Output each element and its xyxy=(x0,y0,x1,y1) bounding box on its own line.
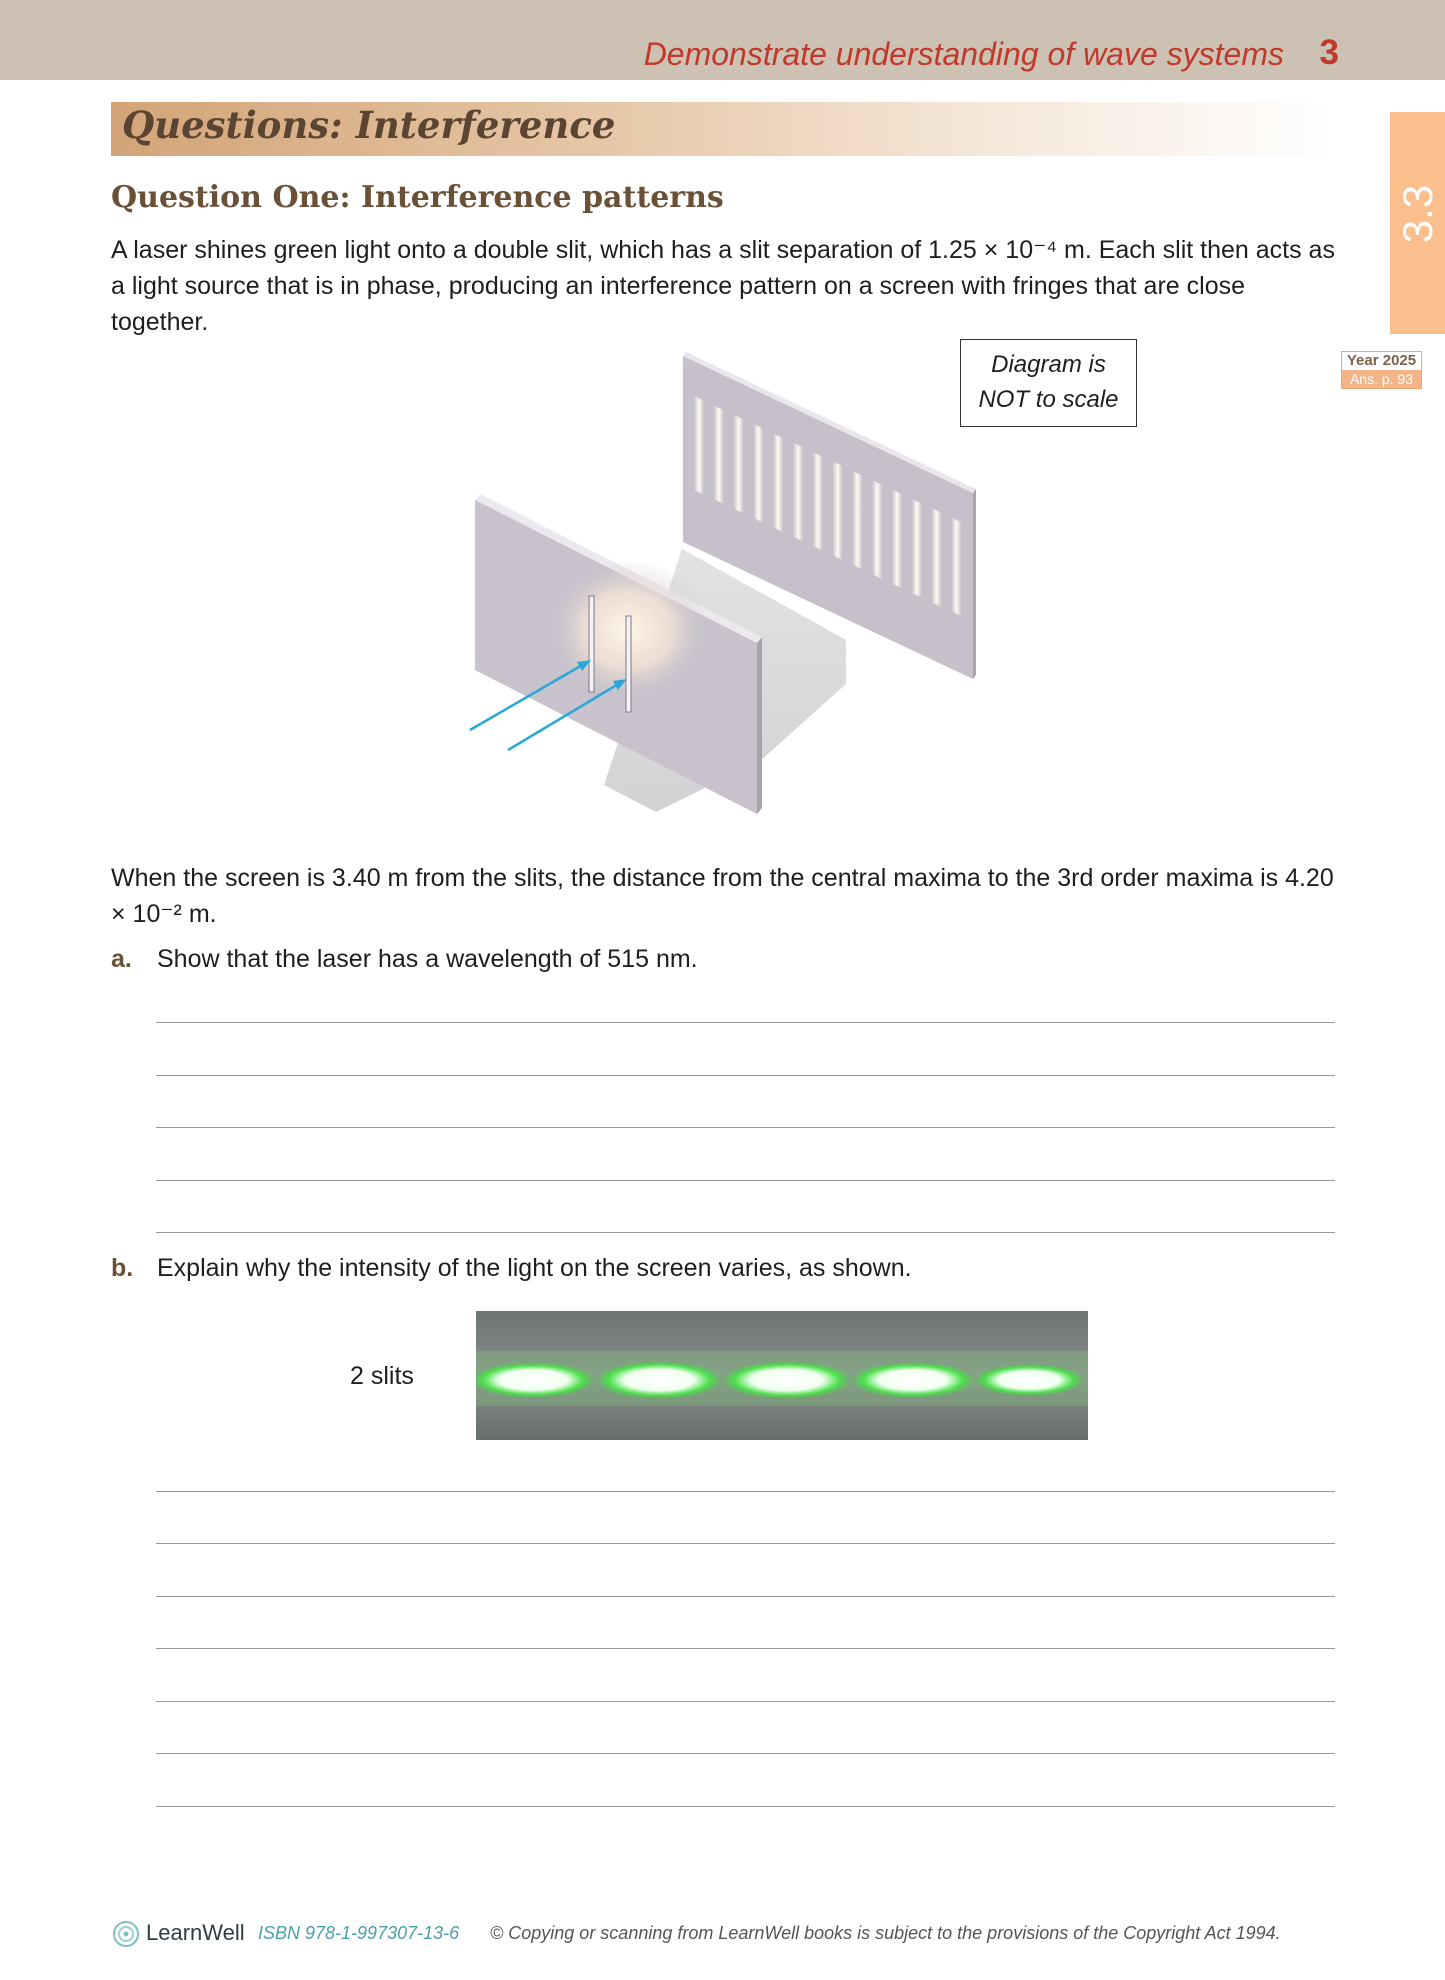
part-a-text: Show that the laser has a wavelength of 515 nm. xyxy=(157,945,698,973)
bright-fringe-3 xyxy=(722,1361,852,1399)
slit-2 xyxy=(626,616,631,712)
answer-line[interactable] xyxy=(156,1022,1335,1023)
diagram-note-line2: NOT to scale xyxy=(978,386,1119,413)
footer-brand: LearnWell xyxy=(146,1920,245,1945)
fringe-band xyxy=(813,452,823,551)
fringe-band xyxy=(734,415,744,514)
learnwell-logo-icon xyxy=(112,1920,140,1948)
part-a-label: a. xyxy=(111,945,132,973)
part-b-label: b. xyxy=(111,1254,134,1282)
bright-fringe-2 xyxy=(596,1361,722,1399)
year-badge xyxy=(1341,351,1422,389)
fringe-band xyxy=(912,499,922,598)
answer-line[interactable] xyxy=(156,1753,1335,1754)
fringe-band xyxy=(932,508,942,607)
bright-fringe-1 xyxy=(476,1362,595,1398)
answer-line[interactable] xyxy=(156,1075,1335,1076)
section-title: Questions: Interference xyxy=(122,103,616,147)
year-label: Year 2025 xyxy=(1346,352,1417,369)
answer-line[interactable] xyxy=(156,1543,1335,1544)
footer-copyright: © Copying or scanning from LearnWell books is subject to the provisions of the Copyright Act 1994. xyxy=(490,1923,1281,1943)
answer-line[interactable] xyxy=(156,1491,1335,1492)
answers-reference: Ans. p. 93 xyxy=(1342,370,1421,388)
chapter-tab-label: 3.3 xyxy=(1394,184,1441,244)
fringe-band xyxy=(793,443,803,542)
interference-photo xyxy=(476,1311,1088,1440)
double-slit-diagram xyxy=(460,352,1000,822)
fringe-band xyxy=(714,405,724,504)
fringe-band xyxy=(892,490,902,589)
footer-isbn: ISBN 978-1-997307-13-6 xyxy=(258,1923,460,1943)
fringe-band xyxy=(753,424,763,523)
diagram-note-line1: Diagram is xyxy=(991,351,1106,378)
slit-barrier-side xyxy=(757,637,762,814)
page-number: 3 xyxy=(1319,33,1339,72)
photo-label-2-slits: 2 slits xyxy=(350,1362,414,1390)
experiment-setup-text: When the screen is 3.40 m from the slits, the distance from the central maxima to the 3rd order maxima is 4.20 × 10⁻² m. xyxy=(111,864,1334,928)
page-footer xyxy=(112,1920,1342,1952)
bright-fringe-4 xyxy=(851,1362,975,1398)
question-heading: Question One: Interference patterns xyxy=(111,180,724,215)
bright-fringe-5 xyxy=(974,1364,1084,1396)
running-title: Demonstrate understanding of wave systems xyxy=(643,36,1284,72)
answer-line[interactable] xyxy=(156,1648,1335,1649)
answer-line[interactable] xyxy=(156,1127,1335,1128)
fringe-band xyxy=(852,471,862,570)
fringe-band xyxy=(951,518,961,617)
answer-line[interactable] xyxy=(156,1596,1335,1597)
answer-line[interactable] xyxy=(156,1232,1335,1233)
answer-line[interactable] xyxy=(156,1701,1335,1702)
part-b-text: Explain why the intensity of the light on the screen varies, as shown. xyxy=(157,1254,912,1282)
slit-1 xyxy=(589,596,594,692)
fringe-band xyxy=(773,433,783,532)
back-screen-side xyxy=(973,489,976,679)
answer-line[interactable] xyxy=(156,1806,1335,1807)
answer-line[interactable] xyxy=(156,1180,1335,1181)
fringe-band xyxy=(833,461,843,560)
fringe-band xyxy=(694,396,704,495)
fringe-band xyxy=(872,480,882,579)
question-intro: A laser shines green light onto a double slit, which has a slit separation of 1.25 × 10⁻⁴ m. Each slit then acts as a light source that is in phase, producing an interference pattern on a screen with fringes that are close together. xyxy=(111,236,1335,336)
